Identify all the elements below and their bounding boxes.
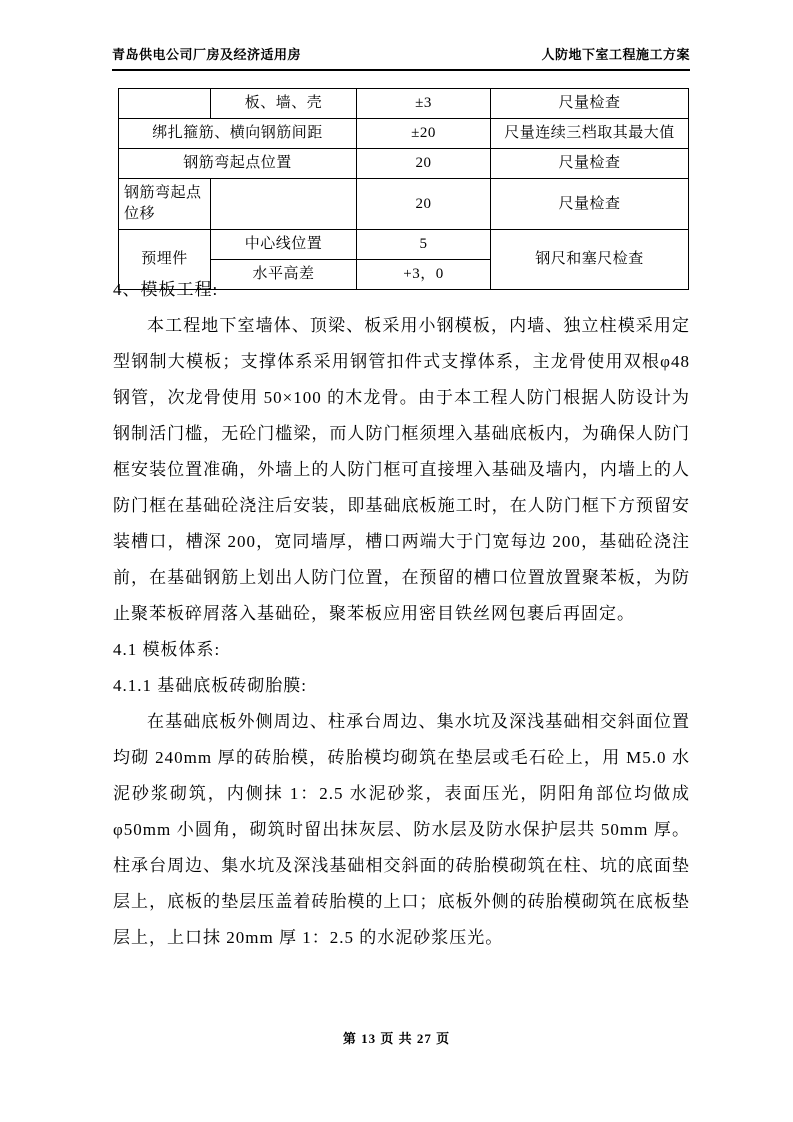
page-number: 第 13 页 共 27 页 [342,1031,451,1046]
table-cell-empty [119,89,211,119]
table-cell-value: ±20 [357,119,491,149]
table-row-4 [119,179,689,230]
rebar-tolerance-table [118,88,689,290]
table-cell-item: 钢筋弯起点位移 [119,179,211,230]
table-cell-value: ±3 [357,89,491,119]
table-cell-item: 钢筋弯起点位置 [119,149,357,179]
table-cell-method: 尺量检查 [491,179,689,230]
table-cell-value: 20 [357,179,491,230]
table-row-5 [119,230,689,260]
table-cell-empty [211,179,357,230]
section-heading-brick-mold: 4.1.1 基础底板砖砌胎膜: [113,676,307,695]
table-cell-value: 20 [357,149,491,179]
paragraph-formwork: 本工程地下室墙体、顶梁、板采用小钢模板，内墙、独立柱模采用定型钢制大模板；支撑体系采用钢管扣件式支撑体系，主龙骨使用双根φ48 钢管，次龙骨使用 50×100 的木龙骨。由于本工程人防门根据人防设计为钢制活门槛，无砼门槛梁，而人防门框须埋入基础底板内，为确保人防门框安装位置准确，外墙上的人防门框可直接埋入基础及墙内，内墙上的人防门框在基础砼浇注后安装，即基础底板施工时，在人防门框下方预留安装槽口，槽深 200，宽同墙厚，槽口两端大于门宽每边 200，基础砼浇注前，在基础钢筋上划出人防门位置，在预留的槽口位置放置聚苯板，为防止聚苯板碎屑落入基础砼，聚苯板应用密目铁丝网包裹后再固定。 [113,316,690,623]
document-body [113,272,690,956]
table-cell-method: 钢尺和塞尺检查 [491,230,689,290]
page-header [112,44,690,71]
section-heading-formwork-system: 4.1 模板体系: [113,640,221,659]
paragraph-brick-mold: 在基础底板外侧周边、柱承台周边、集水坑及深浅基础相交斜面位置均砌 240mm 厚的砖胎模，砖胎模均砌筑在垫层或毛石砼上，用 M5.0 水泥砂浆砌筑，内侧抹 1：2.5 水泥砂浆，表面压光，阴阳角部位均做成φ50mm 小圆角，砌筑时留出抹灰层、防水层及防水保护层共 50mm 厚。柱承台周边、集水坑及深浅基础相交斜面的砖胎模砌筑在柱、坑的底面垫层上，底板的垫层压盖着砖胎模的上口；底板外侧的砖胎模砌筑在底板垫层上，上口抹 20mm 厚 1：2.5 的水泥砂浆压光。 [113,712,690,947]
table-cell-method: 尺量检查 [491,89,689,119]
table-cell-group: 预埋件 [119,230,211,290]
table-row-3 [119,149,689,179]
table-cell-item: 中心线位置 [211,230,357,260]
section-heading-formwork: 4、模板工程: [113,280,219,299]
header-right-title: 人防地下室工程施工方案 [541,47,690,62]
table-cell-item: 绑扎箍筋、横向钢筋间距 [119,119,357,149]
header-left-title: 青岛供电公司厂房及经济适用房 [112,47,302,62]
table-cell-method: 尺量检查 [491,149,689,179]
table-row-1 [119,89,689,119]
table-cell-value: +3，0 [357,260,491,290]
table-cell-value: 5 [357,230,491,260]
table-cell-item: 板、墙、壳 [211,89,357,119]
table-cell-method: 尺量连续三档取其最大值 [491,119,689,149]
table-cell-item: 水平高差 [211,260,357,290]
table-row-2 [119,119,689,149]
page-footer [0,1028,793,1047]
